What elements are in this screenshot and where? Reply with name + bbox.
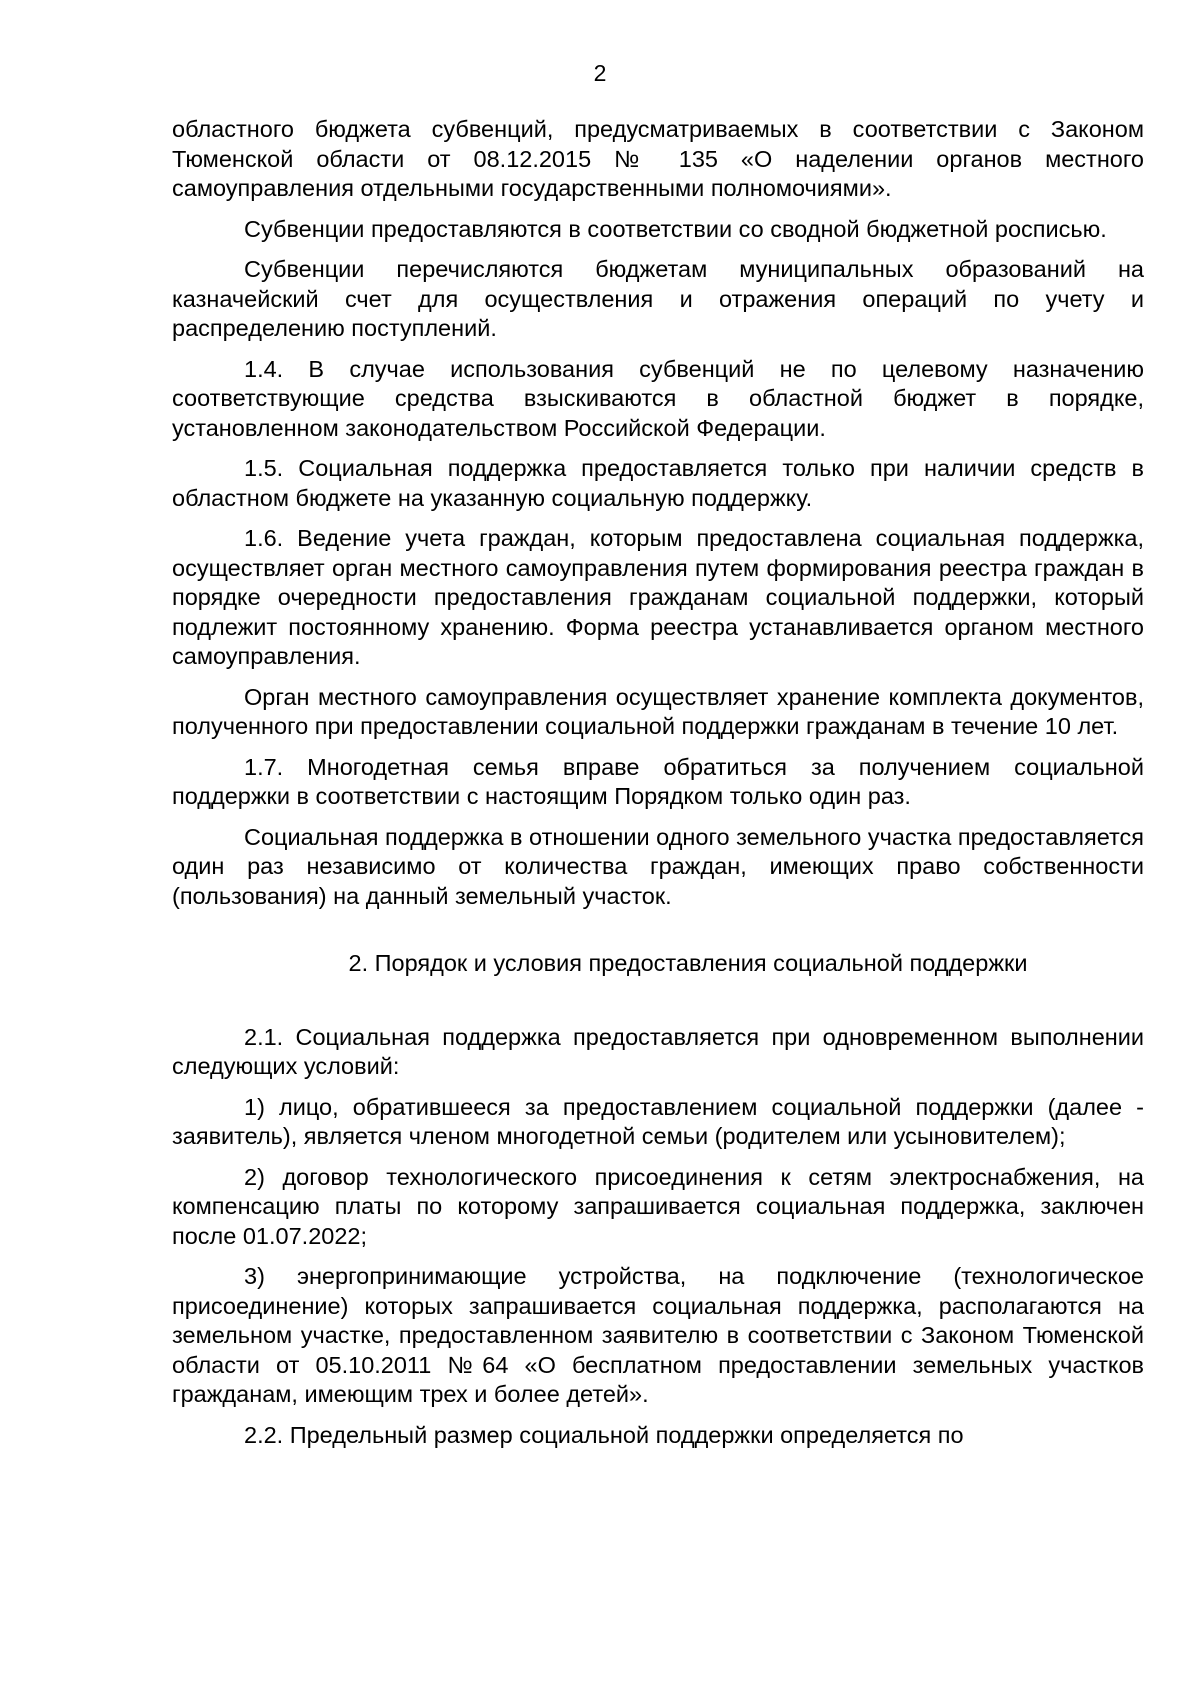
paragraph-2-2: 2.2. Предельный размер социальной поддержки определяется по <box>244 1421 964 1448</box>
paragraph-subvention-transfer: Субвенции перечисляются бюджетам муниципальных образований на казначейский счет для осуществления и отражения операций по учету и распределению поступлений. <box>172 256 1144 341</box>
paragraph-2-1: 2.1. Социальная поддержка предоставляется при одновременном выполнении следующих условий: <box>172 1023 1144 1079</box>
paragraph-land-plot: Социальная поддержка в отношении одного земельного участка предоставляется один раз независимо от количества граждан, имеющих право собственности (пользования) на данный земельный участок. <box>172 823 1144 909</box>
paragraph-1-7: 1.7. Многодетная семья вправе обратиться за получением социальной поддержки в соответствии с настоящим Порядком только один раз. <box>172 753 1144 809</box>
document-body <box>172 115 1144 1461</box>
section-heading: 2. Порядок и условия предоставления социальной поддержки <box>348 950 1028 976</box>
paragraph-condition-1: 1) лицо, обратившееся за предоставлением социальной поддержки (далее - заявитель), является членом многодетной семьи (родителем или усыновителем); <box>172 1093 1144 1149</box>
page-number: 2 <box>593 60 607 86</box>
paragraph-subvention-schedule: Субвенции предоставляются в соответствии со сводной бюджетной росписью. <box>244 215 1107 242</box>
paragraph-1-5: 1.5. Социальная поддержка предоставляется только при наличии средств в областном бюджете на указанную социальную поддержку. <box>172 455 1144 511</box>
paragraph-condition-3: 3) энергопринимающие устройства, на подключение (технологическое присоединение) которых запрашивается социальная поддержка, располагаются на земельном участке, предоставленном заявителю в соответствии с Законом Тюменской области от 05.10.2011 №64 «О бесплатном предоставлении земельных участков гражданам, имеющим трех и более детей». <box>172 1263 1144 1407</box>
paragraph-1-6: 1.6. Ведение учета граждан, которым предоставлена социальная поддержка, осуществляет орган местного самоуправления путем формирования реестра граждан в порядке очередности предоставления гражданам социальной поддержки, который подлежит постоянному хранению. Форма реестра устанавливается органом местного самоуправления. <box>172 525 1144 669</box>
paragraph-condition-2: 2) договор технологического присоединения к сетям электроснабжения, на компенсацию платы по которому запрашивается социальная поддержка, заключен после 01.07.2022; <box>172 1163 1144 1249</box>
paragraph-1-4: 1.4. В случае использования субвенций не по целевому назначению соответствующие средства взыскиваются в областной бюджет в порядке, установленном законодательством Российской Федерации. <box>172 355 1144 441</box>
paragraph-continuation: областного бюджета субвенций, предусматриваемых в соответствии с Законом Тюменской области от 08.12.2015 № 135 «О наделении органов местного самоуправления отдельными государственными полномочиями». <box>172 116 1144 201</box>
paragraph-document-storage: Орган местного самоуправления осуществляет хранение комплекта документов, полученного при предоставлении социальной поддержки гражданам в течение 10 лет. <box>172 683 1144 739</box>
